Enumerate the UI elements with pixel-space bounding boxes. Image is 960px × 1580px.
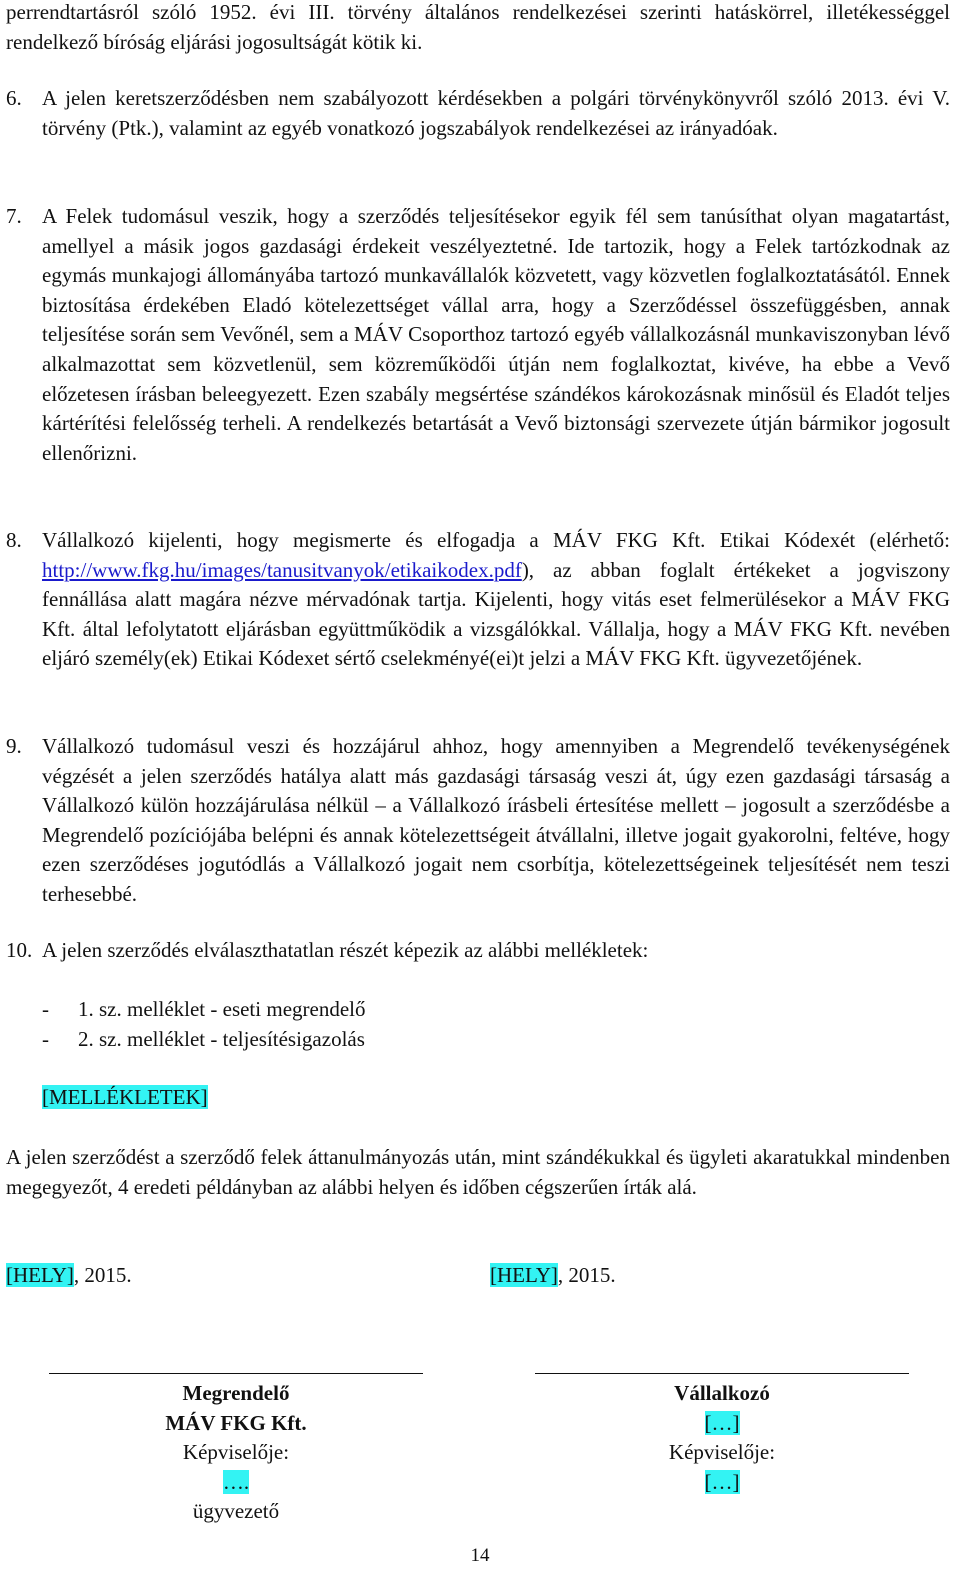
paragraph-7: A Felek tudomásul veszik, hogy a szerződés teljesítésekor egyik fél sem tanúsíthat olyan magatartást, amellyel a másik jogos gazdasági érdekeit veszélyeztetné. Ide tartozik, hogy a Felek tartózkodnak az egymás munkajogi állományába tartozó munkavállalók közvetett, vagy közvetlen foglalkoztatásától. Ennek biztosítása érdekében Eladó kötelezettséget vállal arra, hogy a Szerződéssel összefüggésben, annak teljesítése során sem Vevőnél, sem a MÁV Csoporthoz tartozó egyéb vállalkozásnál munkaviszonyban lévő alkalmazottat sem közvetlenül, sem közreműködői útján nem foglalkoztat, kivéve, ha ebbe a Vevő előzetesen írásban beleegyezett. Ezen szabály megsértése szándékos károkozásnak minősül és Eladót teljes kártérítési felelősség terheli. A rendelkezés betartását a Vevő biztonsági szervezete útján bármikor jogosult ellenőrizni. xyxy=(42,204,950,465)
place-date-left xyxy=(6,1261,132,1291)
attachments-placeholder-highlight: [MELLÉKLETEK] xyxy=(42,1085,208,1109)
paragraph-8-number: 8. xyxy=(6,528,22,552)
signature-left-rep-placeholder: …. xyxy=(222,1469,250,1494)
signature-left-role: Megrendelő xyxy=(182,1381,290,1405)
attachments-placeholder xyxy=(42,1083,208,1113)
place-date-right xyxy=(490,1261,616,1291)
paragraph-6: A jelen keretszerződésben nem szabályozott kérdésekben a polgári törvénykönyvről szóló 2013. évi V. törvény (Ptk.), valamint az egyéb vonatkozó jogszabályok rendelkezései az irányadóak. xyxy=(42,86,950,140)
signature-left-rep xyxy=(46,1468,426,1498)
signature-right-company-placeholder: […] xyxy=(704,1410,740,1435)
signature-right-role: Vállalkozó xyxy=(674,1381,770,1405)
attachment-1-dash: - xyxy=(42,997,49,1021)
place-right-placeholder: [HELY] xyxy=(490,1263,558,1287)
paragraph-8 xyxy=(42,526,950,674)
signature-line-right xyxy=(535,1373,909,1374)
date-left: , 2015. xyxy=(73,1263,132,1287)
continued-paragraph: perrendtartásról szóló 1952. évi III. törvény általános rendelkezései szerinti hatáskörrel, illetékességgel rendelkező bíróság eljárási jogosultságát kötik ki. xyxy=(6,0,950,54)
paragraph-7-number: 7. xyxy=(6,204,22,228)
closing-paragraph: A jelen szerződést a szerződő felek áttanulmányozás után, mint szándékukkal és ügyleti akaratukkal mindenben megegyezőt, 4 eredeti példányban az alábbi helyen és időben cégszerűen írták alá. xyxy=(6,1145,950,1199)
attachment-1: 1. sz. melléklet - eseti megrendelő xyxy=(78,997,366,1021)
attachment-2-dash: - xyxy=(42,1027,49,1051)
signature-left-company: MÁV FKG Kft. xyxy=(165,1410,307,1435)
signature-block-right xyxy=(532,1379,912,1497)
paragraph-8-text-end: ), az abban foglalt értékeket a jogviszony fennállása alatt magára nézve mérvadónak tartja. Kijelenti, hogy vitás eset felmerülésekor a MÁV FKG Kft. által lefolytatott eljárásban együttműködik a vizsgálókkal. Vállalja, hogy a MÁV FKG Kft. nevében eljáró személy(ek) Etikai Kódexet sértő cselekményé(ei)t jelzi a MÁV FKG Kft. ügyvezetőjének. xyxy=(42,557,950,671)
paragraph-10-number: 10. xyxy=(6,938,33,962)
paragraph-10: A jelen szerződés elválaszthatatlan részét képezik az alábbi mellékletek: xyxy=(42,938,649,962)
signature-right-rep-label: Képviselője: xyxy=(668,1440,776,1465)
signature-right-rep-placeholder: […] xyxy=(704,1469,740,1494)
signature-left-title: ügyvezető xyxy=(192,1499,280,1524)
paragraph-8-text-start: Vállalkozó kijelenti, hogy megismerte és elfogadja a MÁV FKG Kft. Etikai Kódexét (elérhető: xyxy=(42,528,950,552)
etikai-kodex-link[interactable]: http://www.fkg.hu/images/tanusitvanyok/etikaikodex.pdf xyxy=(42,557,522,582)
paragraph-9: Vállalkozó tudomásul veszi és hozzájárul ahhoz, hogy amennyiben a Megrendelő tevékenységének végzését a jelen szerződés hatálya alatt más gazdasági társaság veszi át, úgy ezen gazdasági társaság a Vállalkozó külön hozzájárulása nélkül – a Vállalkozó írásbeli értesítése mellett – jogosult a szerződésbe a Megrendelő pozíciójába belépni és annak kötelezettségeit átvállalni, illetve jogait gyakorolni, feltéve, hogy ezen szerződéses jogutódlás a Vállalkozó jogait nem csorbítja, kötelezettségeinek teljesítését nem teszi terhesebbé. xyxy=(42,734,950,906)
signature-line-left xyxy=(49,1373,423,1374)
signature-left-rep-label: Képviselője: xyxy=(182,1440,290,1465)
paragraph-9-number: 9. xyxy=(6,734,22,758)
date-right: , 2015. xyxy=(557,1263,616,1287)
page-number: 14 xyxy=(470,1545,490,1566)
signature-right-company xyxy=(532,1409,912,1439)
signature-block-left xyxy=(46,1379,426,1527)
attachment-2: 2. sz. melléklet - teljesítésigazolás xyxy=(78,1027,365,1051)
place-left-placeholder: [HELY] xyxy=(6,1263,74,1287)
signature-right-rep xyxy=(532,1468,912,1498)
paragraph-6-number: 6. xyxy=(6,86,22,110)
